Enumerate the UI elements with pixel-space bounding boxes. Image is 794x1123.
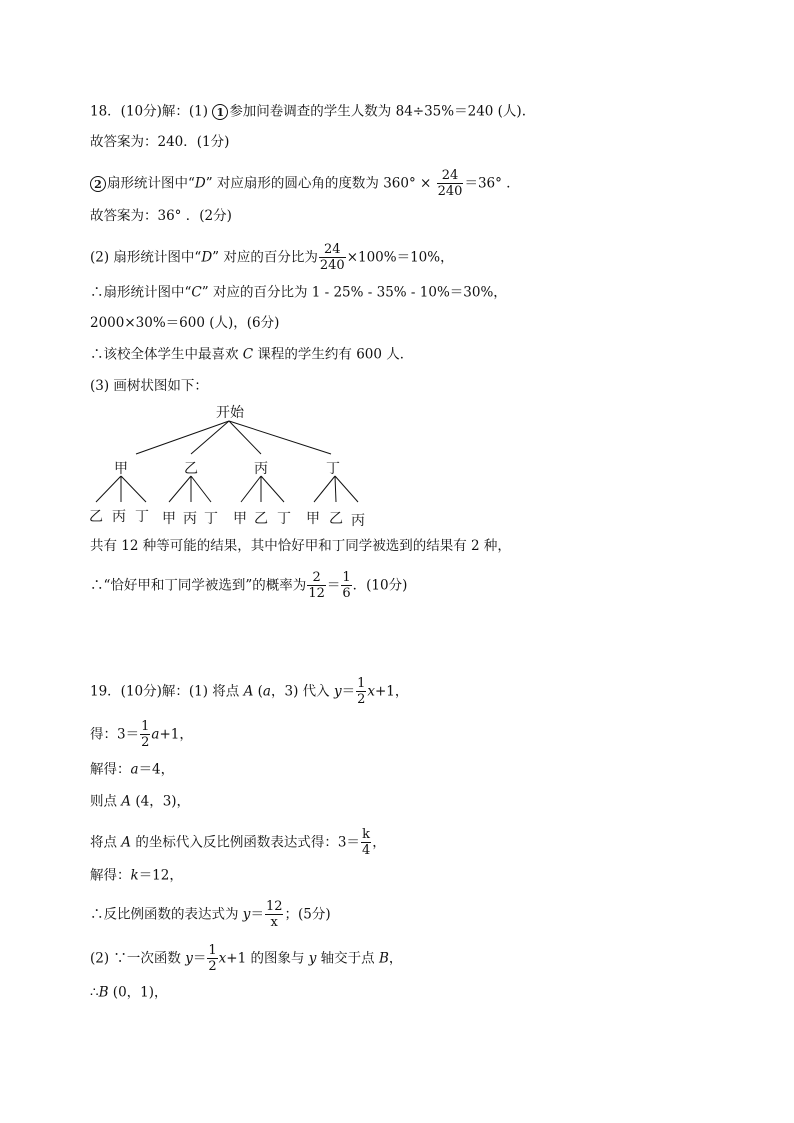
var-A: A	[243, 683, 254, 700]
text-segment: ×100%＝10%，	[346, 249, 454, 266]
var-C: C	[191, 284, 202, 301]
text-segment: +1，	[159, 726, 193, 743]
text-segment: 得：3＝	[90, 726, 140, 743]
q18-line-4: 故答案为：36° ．(2分)	[90, 208, 232, 224]
tree-leaf: 丙	[351, 513, 365, 529]
var-D: D	[194, 175, 206, 192]
text-segment: ＝36° ．	[464, 175, 520, 192]
numerator: 1	[342, 570, 351, 585]
tree-diagram	[84, 400, 384, 535]
text-segment: 的坐标代入反比例函数表达式得：3＝	[131, 834, 360, 851]
text-segment: ∴扇形统计图中“	[90, 284, 192, 301]
tree-leaf: 甲	[306, 511, 320, 527]
equals-sign: ＝	[192, 950, 207, 967]
var-y: y	[185, 950, 193, 967]
fraction-1-2	[356, 676, 366, 707]
q18-line-5	[90, 242, 454, 273]
q19-line-6	[90, 866, 183, 885]
var-k: k	[130, 867, 139, 884]
text-segment: 扇形统计图中“	[107, 175, 195, 192]
q19-line-8	[90, 943, 402, 974]
q18-line-2: 故答案为：240．(1分)	[90, 134, 230, 150]
text-segment: (2) 扇形统计图中“	[90, 249, 202, 266]
tree-level1-node: 丙	[254, 461, 268, 477]
var-x: x	[367, 683, 375, 700]
var-C: C	[242, 346, 254, 363]
text-segment: 则点	[90, 793, 122, 810]
q18-line-7: 2000×30%＝600 (人)，(6分)	[90, 315, 280, 331]
text-segment: (2) ∵一次函数	[90, 950, 186, 967]
numerator: 12	[265, 899, 283, 914]
denominator: 2	[208, 959, 217, 974]
numerator: 1	[141, 719, 150, 734]
denominator: 6	[342, 586, 351, 601]
text-segment: 解得：	[90, 867, 131, 884]
equals-sign: ＝	[250, 906, 264, 923]
text-segment: ，	[388, 950, 403, 967]
numerator: 1	[357, 676, 366, 691]
text-segment: (4，3)，	[131, 793, 191, 810]
text-segment: ＝4，	[138, 761, 175, 778]
tree-leaf: 丁	[277, 511, 291, 527]
tree-leaf: 甲	[162, 511, 176, 527]
text-segment: (0，1)，	[108, 984, 168, 1001]
tree-leaf: 丁	[204, 511, 218, 527]
tree-level1-node: 丁	[326, 461, 340, 477]
var-B: B	[378, 950, 389, 967]
numerator: 1	[208, 943, 217, 958]
denominator: x	[270, 915, 278, 930]
q18-line-6	[90, 283, 507, 302]
fraction-1-6	[341, 570, 351, 601]
text-segment: ” 对应的百分比为 1 - 25% - 35% - 10%＝30%，	[201, 284, 507, 301]
tree-level1-node: 甲	[114, 461, 128, 477]
q19-line-2	[90, 719, 193, 750]
q19-line-3	[90, 760, 174, 779]
var-y: y	[242, 906, 251, 923]
text-segment: ∴“恰好甲和丁同学被选到”的概率为	[90, 577, 307, 594]
var-x: x	[218, 950, 227, 967]
denominator: 240	[319, 258, 345, 273]
numerator: 24	[319, 242, 346, 258]
q19-line-5	[90, 827, 386, 858]
text-segment: 将点	[90, 834, 122, 851]
equals-sign: ＝	[326, 577, 341, 594]
text-segment: ∴该校全体学生中最喜欢	[90, 346, 243, 363]
text-segment: 解得：	[90, 761, 131, 778]
q18-line-10: 共有 12 种等可能的结果，其中恰好甲和丁同学被选到的结果有 2 种，	[90, 538, 511, 554]
q18-line-8	[90, 345, 413, 364]
denominator: 240	[437, 184, 463, 199]
numerator: k	[362, 827, 371, 842]
text-segment: ，3) 代入	[270, 683, 334, 700]
q19-line-1	[90, 676, 408, 707]
var-y: y	[308, 950, 317, 967]
tree-leaf: 丙	[183, 511, 197, 527]
numerator: 24	[437, 168, 464, 184]
numerator: 2	[307, 570, 326, 586]
circled-number-2: 2	[90, 176, 106, 192]
text-segment: (	[253, 683, 263, 700]
q18-line-1	[90, 102, 526, 121]
text-segment: 19．(10分)解：(1) 将点	[90, 683, 244, 700]
var-B: B	[98, 984, 109, 1001]
fraction-k-4	[361, 827, 371, 858]
q18-line-9: (3) 画树状图如下：	[90, 378, 208, 394]
var-A: A	[121, 793, 132, 810]
fraction-12-x	[265, 899, 284, 930]
text-segment: ” 对应扇形的圆心角的度数为 360° ×	[205, 175, 432, 192]
tree-leaf: 乙	[89, 509, 103, 525]
fraction-24-240	[437, 168, 464, 199]
text-segment: ∴	[90, 984, 99, 1001]
var-a: a	[151, 726, 160, 743]
q18-line-3	[90, 168, 520, 199]
text-segment: ，	[372, 834, 386, 851]
circled-number-1: 1	[212, 104, 228, 120]
tree-leaf: 乙	[329, 511, 343, 527]
denominator: 12	[308, 586, 325, 601]
fraction-1-2	[207, 943, 217, 974]
var-a: a	[262, 683, 271, 700]
text-segment: ；(5分)	[284, 906, 331, 923]
q18-heading: 18．(10分)解：(1)	[90, 103, 209, 120]
var-y: y	[333, 683, 342, 700]
text-segment: ∴反比例函数的表达式为	[90, 906, 243, 923]
tree-level1-node: 乙	[184, 461, 198, 477]
text-segment: +1 的图象与	[226, 950, 309, 967]
denominator: 2	[357, 692, 366, 707]
tree-leaf: 丁	[135, 509, 149, 525]
fraction-24-240	[319, 242, 346, 273]
fraction-1-2	[140, 719, 150, 750]
q19-line-9	[90, 983, 168, 1002]
text-segment: 课程的学生约有 600 人．	[253, 346, 414, 363]
q19-line-4	[90, 792, 190, 811]
equals-sign: ＝	[341, 683, 356, 700]
q18-text: 参加问卷调查的学生人数为 84÷35%＝240 (人).	[229, 103, 526, 120]
var-a: a	[130, 761, 139, 778]
q19-line-7	[90, 899, 331, 930]
denominator: 4	[361, 843, 371, 858]
tree-leaf: 丙	[112, 509, 126, 525]
fraction-2-12	[307, 570, 326, 601]
text-segment: +1，	[374, 683, 409, 700]
q18-line-11	[90, 570, 407, 601]
var-A: A	[121, 834, 132, 851]
text-segment: ” 对应的百分比为	[212, 249, 318, 266]
tree-leaf: 乙	[254, 511, 268, 527]
var-D: D	[201, 249, 213, 266]
tree-root: 开始	[216, 405, 244, 421]
text-segment: ．(10分)	[352, 577, 408, 594]
denominator: 2	[141, 735, 150, 750]
text-segment: 轴交于点	[316, 950, 379, 967]
tree-leaf: 甲	[233, 511, 247, 527]
text-segment: ＝12，	[138, 867, 183, 884]
